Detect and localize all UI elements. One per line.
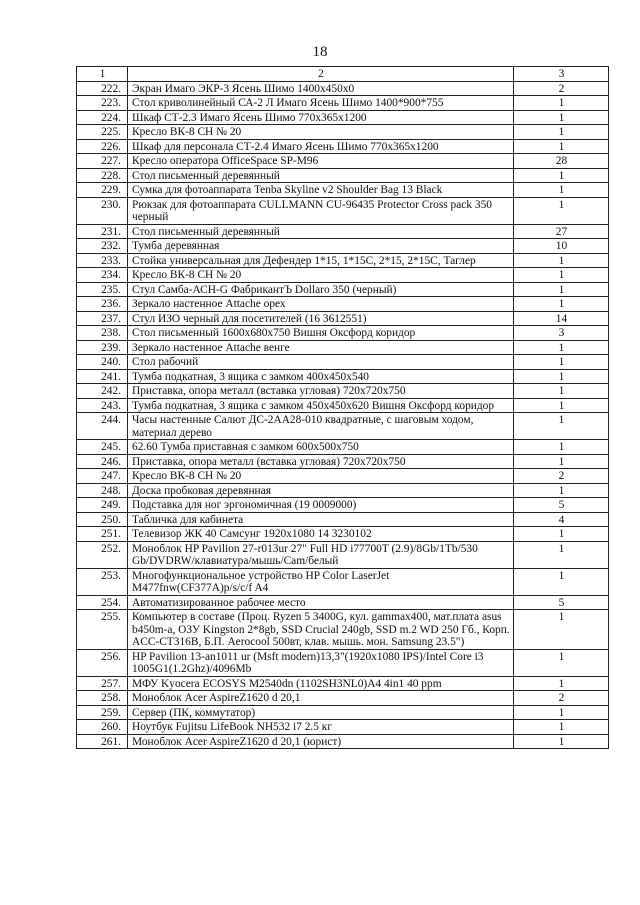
table-row — [77, 268, 609, 283]
item-name: Телевизор ЖК 40 Самсунг 1920x1080 14 3230102 — [128, 527, 514, 542]
item-name: Кресло ВК-8 СН № 20 — [128, 268, 514, 283]
row-number: 246. — [77, 454, 128, 469]
table-row — [77, 595, 609, 610]
item-name: Сумка для фотоаппарата Tenba Skyline v2 Shoulder Bag 13 Black — [128, 183, 514, 198]
item-quantity: 1 — [514, 282, 609, 297]
column-header-name: 2 — [128, 67, 514, 82]
item-quantity: 1 — [514, 454, 609, 469]
item-quantity: 3 — [514, 326, 609, 341]
table-header-row — [77, 67, 609, 82]
row-number: 247. — [77, 469, 128, 484]
inventory-table — [76, 66, 609, 749]
item-quantity: 27 — [514, 224, 609, 239]
page-number: 18 — [312, 44, 328, 60]
table-row — [77, 469, 609, 484]
table-row — [77, 483, 609, 498]
table-row — [77, 649, 609, 676]
row-number: 238. — [77, 326, 128, 341]
item-quantity: 1 — [514, 340, 609, 355]
item-quantity: 1 — [514, 110, 609, 125]
item-name: Многофункциональное устройство HP Color LaserJet M477fnw(CF377A)p/s/c/f A4 — [128, 568, 514, 595]
item-name: Зеркало настенное Attache венге — [128, 340, 514, 355]
item-quantity: 1 — [514, 139, 609, 154]
row-number: 252. — [77, 541, 128, 568]
row-number: 258. — [77, 691, 128, 706]
table-row — [77, 610, 609, 650]
item-quantity: 2 — [514, 691, 609, 706]
row-number: 225. — [77, 125, 128, 140]
item-quantity: 1 — [514, 253, 609, 268]
table-row — [77, 253, 609, 268]
row-number: 231. — [77, 224, 128, 239]
item-quantity: 4 — [514, 512, 609, 527]
table-row — [77, 282, 609, 297]
row-number: 223. — [77, 96, 128, 111]
table-row — [77, 454, 609, 469]
item-name: Автоматизированное рабочее место — [128, 595, 514, 610]
item-quantity: 1 — [514, 440, 609, 455]
item-name: Стол письменный 1600x680x750 Вишня Оксфорд коридор — [128, 326, 514, 341]
column-header-number: 1 — [77, 67, 128, 82]
item-name: Часы настенные Салют ДС-2АА28-010 квадратные, с шаговым ходом, материал дерево — [128, 413, 514, 440]
table-row — [77, 691, 609, 706]
item-quantity: 1 — [514, 183, 609, 198]
item-name: Шкаф СТ-2.3 Имаго Ясень Шимо 770x365x1200 — [128, 110, 514, 125]
item-quantity: 1 — [514, 369, 609, 384]
row-number: 227. — [77, 154, 128, 169]
row-number: 253. — [77, 568, 128, 595]
item-quantity: 10 — [514, 239, 609, 254]
row-number: 229. — [77, 183, 128, 198]
table-row — [77, 676, 609, 691]
item-quantity: 2 — [514, 81, 609, 96]
table-row — [77, 197, 609, 224]
table-row — [77, 110, 609, 125]
item-quantity: 1 — [514, 384, 609, 399]
row-number: 237. — [77, 311, 128, 326]
item-name: Стул ИЗО черный для посетителей (16 3612551) — [128, 311, 514, 326]
item-quantity: 1 — [514, 649, 609, 676]
item-name: Стол письменный деревянный — [128, 168, 514, 183]
item-name: Кресло ВК-8 СН № 20 — [128, 125, 514, 140]
row-number: 261. — [77, 734, 128, 749]
item-quantity: 1 — [514, 197, 609, 224]
table-row — [77, 168, 609, 183]
table-row — [77, 720, 609, 735]
table-row — [77, 527, 609, 542]
item-name: Тумба подкатная, 3 ящика с замком 450x450x620 Вишня Оксфорд коридор — [128, 398, 514, 413]
item-name: Моноблок Acer AspireZ1620 d 20,1 — [128, 691, 514, 706]
row-number: 222. — [77, 81, 128, 96]
item-name: Экран Имаго ЭКР-3 Ясень Шимо 1400x450x0 — [128, 81, 514, 96]
table-row — [77, 154, 609, 169]
item-quantity: 1 — [514, 268, 609, 283]
item-name: Доска пробковая деревянная — [128, 483, 514, 498]
table-row — [77, 311, 609, 326]
table-row — [77, 705, 609, 720]
item-quantity: 1 — [514, 125, 609, 140]
item-name: Стол письменный деревянный — [128, 224, 514, 239]
item-name: Моноблок Acer AspireZ1620 d 20,1 (юрист) — [128, 734, 514, 749]
table-row — [77, 355, 609, 370]
inventory-table-body — [77, 67, 609, 749]
item-name: Компьютер в составе (Проц. Ryzen 5 3400G, кул. gammax400, мат.плата asus b450m-a, ОЗУ Kingston 2*8gb, SSD Crucial 240gb, SSD m.2 WD 250 Гб., Корп. ACC-CT316B, Б.П. Aerocool 500вт, клав. мышь. мон. Samsung 23.5") — [128, 610, 514, 650]
item-name: Тумба деревянная — [128, 239, 514, 254]
row-number: 249. — [77, 498, 128, 513]
item-quantity: 14 — [514, 311, 609, 326]
item-name: Шкаф для персонала СТ-2.4 Имаго Ясень Шимо 770x365x1200 — [128, 139, 514, 154]
item-name: МФУ Kyocera ECOSYS M2540dn (1102SH3NL0)A4 4in1 40 ppm — [128, 676, 514, 691]
row-number: 260. — [77, 720, 128, 735]
item-name: Стул Самба-АСН-G ФабрикантЪ Dollaro 350 (черный) — [128, 282, 514, 297]
item-name: Кресло оператора OfficeSpace SP-M96 — [128, 154, 514, 169]
row-number: 234. — [77, 268, 128, 283]
row-number: 255. — [77, 610, 128, 650]
item-name: Приставка, опора металл (вставка угловая) 720x720x750 — [128, 384, 514, 399]
item-name: Сервер (ПК, коммутатор) — [128, 705, 514, 720]
item-name: Тумба подкатная, 3 ящика с замком 400x450x540 — [128, 369, 514, 384]
row-number: 236. — [77, 297, 128, 312]
item-quantity: 1 — [514, 610, 609, 650]
table-row — [77, 183, 609, 198]
row-number: 259. — [77, 705, 128, 720]
table-row — [77, 81, 609, 96]
item-quantity: 1 — [514, 355, 609, 370]
item-name: Стол рабочий — [128, 355, 514, 370]
row-number: 257. — [77, 676, 128, 691]
item-name: Приставка, опора металл (вставка угловая) 720x720x750 — [128, 454, 514, 469]
table-row — [77, 384, 609, 399]
row-number: 248. — [77, 483, 128, 498]
item-name: Подставка для ног эргономичная (19 0009000) — [128, 498, 514, 513]
item-quantity: 1 — [514, 527, 609, 542]
column-header-quantity: 3 — [514, 67, 609, 82]
table-row — [77, 340, 609, 355]
item-quantity: 1 — [514, 168, 609, 183]
table-row — [77, 440, 609, 455]
item-quantity: 1 — [514, 541, 609, 568]
item-name: Стойка универсальная для Дефендер 1*15, 1*15С, 2*15, 2*15С, Таглер — [128, 253, 514, 268]
item-quantity: 1 — [514, 568, 609, 595]
item-name: Моноблок HP Pavilion 27-r013ur 27" Full HD i77700T (2.9)/8Gb/1Tb/530 Gb/DVDRW/клавиатура/мышь/Cam/белый — [128, 541, 514, 568]
item-quantity: 1 — [514, 720, 609, 735]
row-number: 240. — [77, 355, 128, 370]
item-quantity: 2 — [514, 469, 609, 484]
row-number: 251. — [77, 527, 128, 542]
table-row — [77, 398, 609, 413]
table-row — [77, 734, 609, 749]
item-quantity: 5 — [514, 595, 609, 610]
item-name: Кресло ВК-8 СН № 20 — [128, 469, 514, 484]
item-name: Ноутбук Fujitsu LifeBook NH532 i7 2.5 кг — [128, 720, 514, 735]
row-number: 226. — [77, 139, 128, 154]
row-number: 233. — [77, 253, 128, 268]
table-row — [77, 139, 609, 154]
table-row — [77, 224, 609, 239]
item-quantity: 1 — [514, 398, 609, 413]
table-row — [77, 568, 609, 595]
table-row — [77, 239, 609, 254]
row-number: 250. — [77, 512, 128, 527]
row-number: 242. — [77, 384, 128, 399]
item-quantity: 1 — [514, 705, 609, 720]
item-name: Стол криволинейный СА-2 Л Имаго Ясень Шимо 1400*900*755 — [128, 96, 514, 111]
item-name: 62.60 Тумба приставная с замком 600x500x750 — [128, 440, 514, 455]
row-number: 235. — [77, 282, 128, 297]
table-row — [77, 125, 609, 140]
row-number: 241. — [77, 369, 128, 384]
item-name: Рюкзак для фотоаппарата CULLMANN CU-96435 Protector Cross pack 350 черный — [128, 197, 514, 224]
row-number: 224. — [77, 110, 128, 125]
table-row — [77, 413, 609, 440]
row-number: 244. — [77, 413, 128, 440]
row-number: 245. — [77, 440, 128, 455]
row-number: 232. — [77, 239, 128, 254]
item-name: Зеркало настенное Attache орех — [128, 297, 514, 312]
item-quantity: 1 — [514, 676, 609, 691]
item-quantity: 5 — [514, 498, 609, 513]
table-row — [77, 512, 609, 527]
item-quantity: 28 — [514, 154, 609, 169]
item-quantity: 1 — [514, 413, 609, 440]
table-row — [77, 369, 609, 384]
row-number: 254. — [77, 595, 128, 610]
item-quantity: 1 — [514, 483, 609, 498]
row-number: 228. — [77, 168, 128, 183]
item-quantity: 1 — [514, 96, 609, 111]
table-row — [77, 96, 609, 111]
table-row — [77, 541, 609, 568]
table-row — [77, 498, 609, 513]
row-number: 243. — [77, 398, 128, 413]
row-number: 256. — [77, 649, 128, 676]
table-row — [77, 326, 609, 341]
item-quantity: 1 — [514, 297, 609, 312]
item-name: HP Pavilion 13-an1011 ur (Msft modern)13,3"(1920x1080 IPS)/Intel Core i3 1005G1(1.2Ghz)/4096Mb — [128, 649, 514, 676]
row-number: 230. — [77, 197, 128, 224]
item-name: Табличка для кабинета — [128, 512, 514, 527]
table-row — [77, 297, 609, 312]
item-quantity: 1 — [514, 734, 609, 749]
row-number: 239. — [77, 340, 128, 355]
